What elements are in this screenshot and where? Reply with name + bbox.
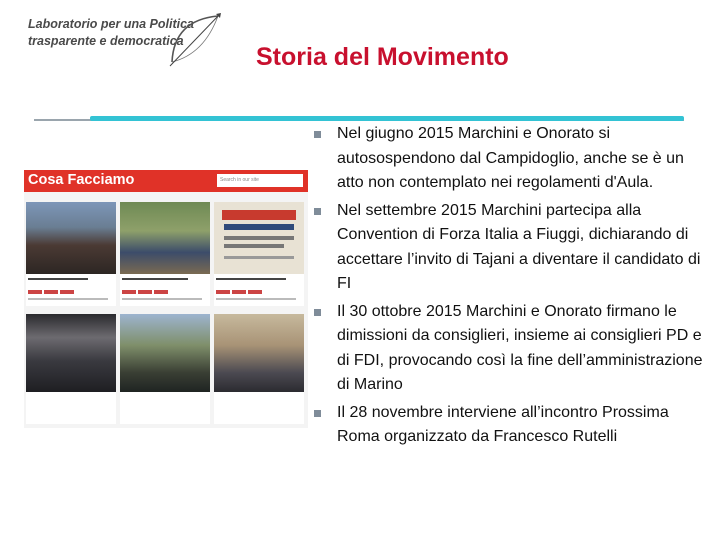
- photo-poster: [214, 202, 304, 274]
- photo-auditorium: [26, 314, 116, 392]
- screenshot-card: [214, 314, 304, 424]
- page-title: Storia del Movimento: [256, 43, 509, 71]
- photo-field: [120, 202, 210, 274]
- logo: [24, 10, 224, 70]
- photo-street: [120, 314, 210, 392]
- bullet-marker: [314, 309, 321, 316]
- bullet-item: Nel giugno 2015 Marchini e Onorato si autosospendono dal Campidoglio, anche se è un atto non contemplato nei regolamenti d'Aula.: [312, 122, 712, 196]
- bullet-item: Il 28 novembre interviene all’incontro Prossima Roma organizzato da Francesco Rutelli: [312, 401, 712, 450]
- bullet-list: [312, 122, 712, 450]
- screenshot-card: [26, 202, 116, 306]
- photo-group: [26, 202, 116, 274]
- logo-line-1: Laboratorio per una Politica: [28, 17, 194, 31]
- bullet-marker: [314, 208, 321, 215]
- bow-and-arrow-icon: [164, 10, 224, 70]
- divider-accent: [90, 116, 684, 121]
- bullet-marker: [314, 410, 321, 417]
- screenshot-header-title: Cosa Facciamo: [28, 172, 135, 188]
- screenshot-card: [120, 314, 210, 424]
- screenshot-card: [214, 202, 304, 306]
- website-screenshot: [24, 170, 308, 428]
- photo-crowd: [214, 314, 304, 392]
- bullet-item: Il 30 ottobre 2015 Marchini e Onorato firmano le dimissioni da consiglieri, insieme ai consiglieri PD e di FDI, provocando così la fine dell’amministrazione di Marino: [312, 300, 712, 398]
- screenshot-card: [120, 202, 210, 306]
- screenshot-card: [26, 314, 116, 424]
- logo-line-2: trasparente e democratica: [28, 34, 184, 48]
- bullet-item: Nel settembre 2015 Marchini partecipa alla Convention di Forza Italia a Fiuggi, dichiarando di accettare l’invito di Tajani a diventare il candidato di FI: [312, 199, 712, 297]
- screenshot-header: [24, 170, 308, 192]
- screenshot-search-box: Search in our site: [217, 174, 303, 187]
- bullet-marker: [314, 131, 321, 138]
